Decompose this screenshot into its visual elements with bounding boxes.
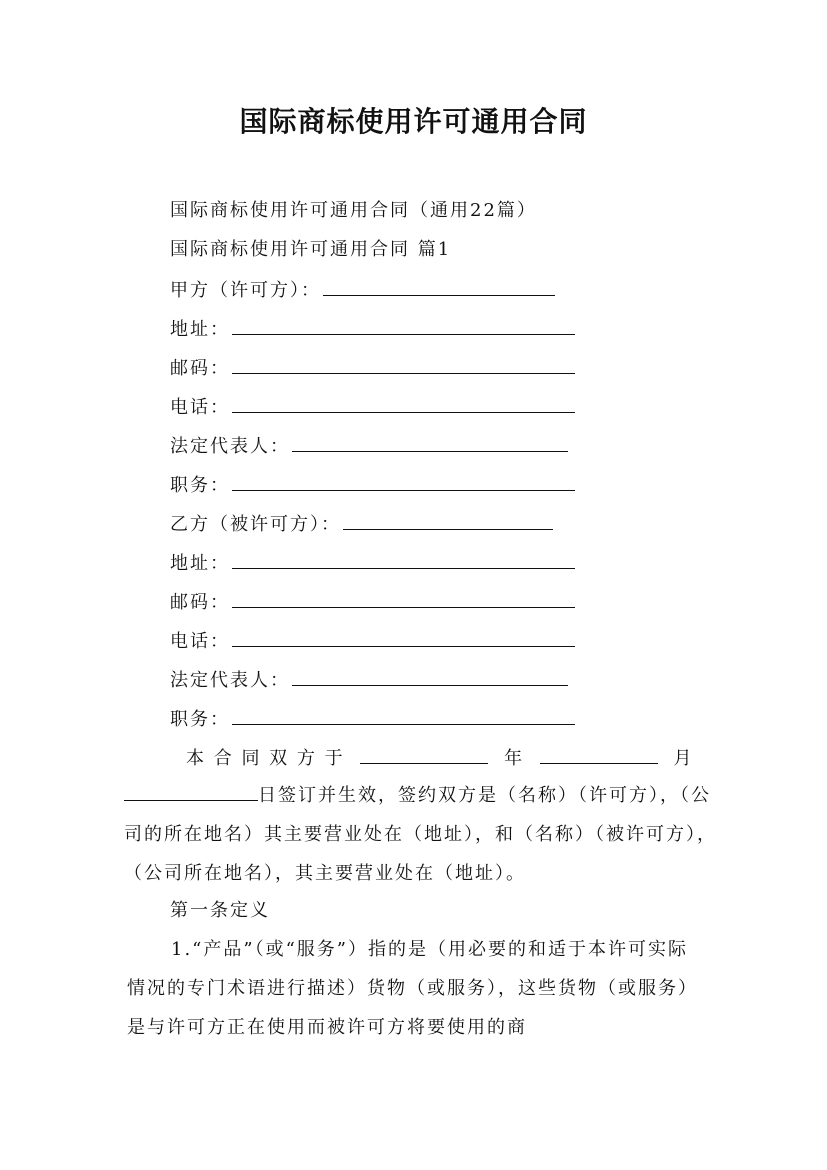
- field-blank: [292, 667, 568, 686]
- party-b-address-row: [170, 550, 575, 576]
- party-a-representative-row: [170, 433, 568, 459]
- field-blank: [232, 628, 575, 647]
- field-label: 法定代表人：: [170, 670, 290, 691]
- document-title: 国际商标使用许可通用合同: [239, 105, 588, 138]
- field-blank: [232, 355, 575, 374]
- field-label: 法定代表人：: [170, 436, 290, 457]
- signing-text: 本 合 同 双 方 于: [186, 748, 345, 769]
- field-label: 邮码：: [170, 358, 230, 379]
- party-a-row: [170, 277, 555, 303]
- party-a-postcode-row: [170, 355, 575, 381]
- party-a-blank: [323, 277, 555, 296]
- field-label: 电话：: [170, 631, 230, 652]
- field-blank: [232, 394, 575, 413]
- field-label: 职务：: [170, 709, 230, 730]
- parties-paragraph: [124, 776, 724, 893]
- article-1-text-block: [127, 930, 707, 1047]
- party-a-position-row: [170, 472, 575, 498]
- party-b-blank: [343, 511, 553, 530]
- field-blank: [232, 472, 575, 491]
- section-heading: 国际商标使用许可通用合同 篇1: [170, 239, 452, 260]
- party-b-label: 乙方（被许可方）：: [170, 514, 341, 535]
- field-blank: [292, 433, 568, 452]
- article-1-text: 1.“产品”（或“服务”）指的是（用必要的和适于本许可实际情况的专门术语进行描述）货物（或服务），这些货物（或服务）是与许可方正在使用而被许可方将要使用的商: [127, 939, 698, 1038]
- field-blank: [232, 550, 575, 569]
- party-b-representative-row: [170, 667, 568, 693]
- party-b-position-row: [170, 706, 575, 732]
- month-label: 月: [673, 748, 694, 769]
- year-blank: [360, 745, 488, 764]
- field-label: 电话：: [170, 397, 230, 418]
- party-b-postcode-row: [170, 589, 575, 615]
- field-label: 邮码：: [170, 592, 230, 613]
- subtitle: 国际商标使用许可通用合同（通用22篇）: [170, 200, 537, 221]
- parties-text: 日签订并生效，签约双方是（名称）（许可方），（公司的所在地名）其主要营业处在（地址），和（名称）（被许可方），（公司所在地名），其主要营业处在（地址）。: [124, 785, 717, 884]
- party-a-label: 甲方（许可方）：: [170, 280, 321, 301]
- field-label: 地址：: [170, 319, 230, 340]
- article-1-heading: 第一条定义: [170, 900, 270, 921]
- party-b-phone-row: [170, 628, 575, 654]
- party-a-address-row: [170, 316, 575, 342]
- field-blank: [232, 706, 575, 725]
- month-blank: [540, 745, 658, 764]
- field-blank: [232, 316, 575, 335]
- party-a-phone-row: [170, 394, 575, 420]
- year-label: 年: [504, 748, 525, 769]
- party-b-row: [170, 511, 553, 537]
- field-blank: [232, 589, 575, 608]
- field-label: 职务：: [170, 475, 230, 496]
- field-label: 地址：: [170, 553, 230, 574]
- signing-date-line: [186, 745, 694, 771]
- day-blank: [124, 782, 258, 801]
